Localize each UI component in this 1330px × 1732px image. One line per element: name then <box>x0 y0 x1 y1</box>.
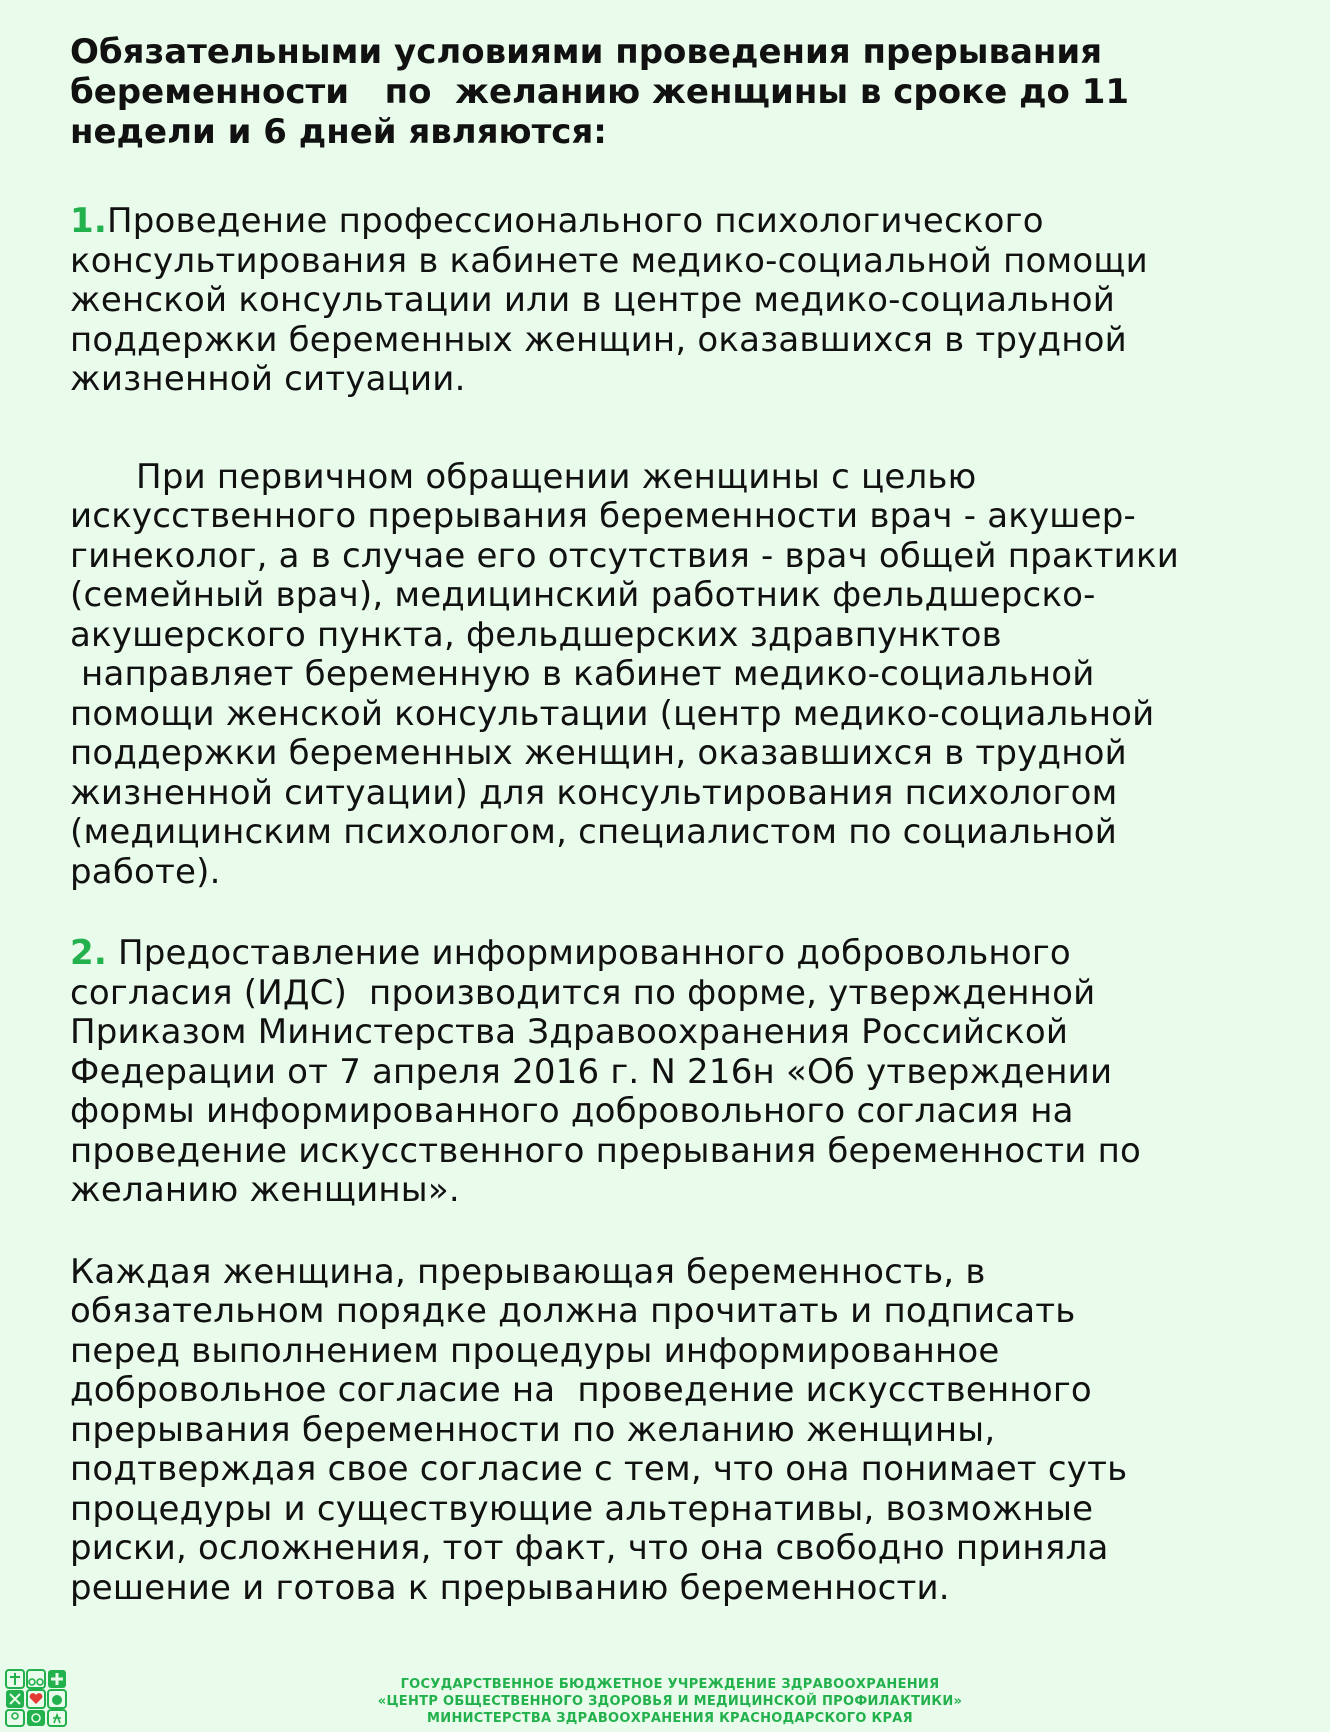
health-center-logo-icon <box>4 1668 68 1728</box>
item-2 <box>70 934 1270 1211</box>
footer-organization <box>300 1676 1040 1727</box>
footer-line-1: ГОСУДАРСТВЕННОЕ БЮДЖЕТНОЕ УЧРЕЖДЕНИЕ ЗДРАВООХРАНЕНИЯ <box>400 1677 940 1692</box>
item-1-number: 1. <box>70 201 107 241</box>
item-1-text: Проведение профессионального психологического консультирования в кабинете медико-социальной помощи женской консультации или в центре медико-социальной поддержки беременных женщин, оказавшихся в трудной жизненной ситуации. <box>70 201 1148 399</box>
item-2-number: 2. <box>70 933 107 973</box>
footer <box>0 1662 1330 1732</box>
footer-line-2: «ЦЕНТР ОБЩЕСТВЕННОГО ЗДОРОВЬЯ И МЕДИЦИНСКОЙ ПРОФИЛАКТИКИ» <box>377 1694 963 1709</box>
footer-line-3: МИНИСТЕРСТВА ЗДРАВООХРАНЕНИЯ КРАСНОДАРСКОГО КРАЯ <box>427 1711 913 1726</box>
paragraph-consent: Каждая женщина, прерывающая беременность, в обязательном порядке должна прочитать и подписать перед выполнением процедуры информированное добровольное согласие на проведение искусственного прерывания беременности по желанию женщины, подтверждая свое согласие с тем, что она понимает суть процедуры и существующие альтернативы, возможные риски, осложнения, тот факт, что она свободно приняла решение и готова к прерыванию беременности. <box>70 1251 1128 1608</box>
item-1 <box>70 202 1270 400</box>
document-heading: Обязательными условиями проведения прерывания беременности по желанию женщины в сроке до 11 недели и 6 дней являются: <box>70 32 1130 152</box>
document-body <box>70 32 1270 1608</box>
paragraph-primary-visit: При первичном обращении женщины с целью искусственного прерывания беременности врач - акушер- гинеколог, а в случае его отсутствия - врач общей практики (семейный врач), медицинский работник фельдшерско- акушерского пункта, фельдшерских здравпунктов направляет беременную в кабинет медико-социальной помощи женской консультации (центр медико-социальной поддержки беременных женщин, оказавшихся в трудной жизненной ситуации) для консультирования психологом (медицинским психологом, специалистом по социальной работе). <box>70 456 1180 892</box>
item-2-text: Предоставление информированного добровольного согласия (ИДС) производится по форме, утвержденной Приказом Министерства Здравоохранения Российской Федерации от 7 апреля 2016 г. N 216н «Об утверждении формы информированного добровольного согласия на проведение искусственного прерывания беременности по желанию женщины». <box>70 933 1142 1210</box>
